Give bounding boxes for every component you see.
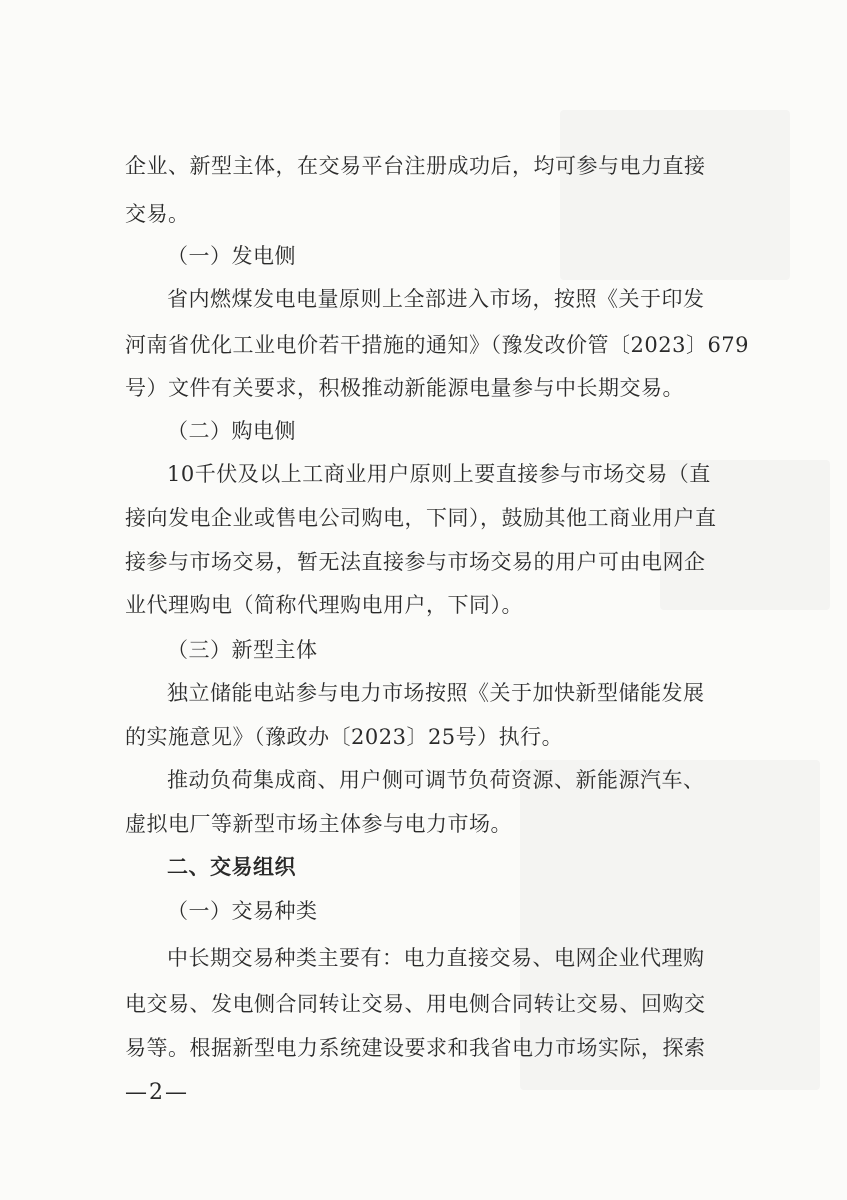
paragraph-line: 易等。根据新型电力系统建设要求和我省电力市场实际，探索	[125, 1036, 706, 1060]
paragraph-line: 交易。	[125, 202, 190, 226]
section-heading: （一）交易种类	[167, 899, 318, 923]
paragraph-line: 接参与市场交易，暂无法直接参与市场交易的用户可由电网企	[125, 550, 706, 574]
paragraph-line: 号）文件有关要求，积极推动新能源电量参与中长期交易。	[125, 376, 684, 400]
paragraph-line: 10千伏及以上工商业用户原则上要直接参与市场交易（直	[167, 462, 711, 486]
paragraph-line: 虚拟电厂等新型市场主体参与电力市场。	[125, 812, 512, 836]
paragraph-line: 企业、新型主体，在交易平台注册成功后，均可参与电力直接	[125, 154, 706, 178]
section-heading: （三）新型主体	[167, 638, 318, 662]
page-number: —2—	[125, 1080, 189, 1105]
paragraph-line: 河南省优化工业电价若干措施的通知》（豫发改价管〔2023〕679	[125, 333, 750, 357]
paragraph-line: 电交易、发电侧合同转让交易、用电侧合同转让交易、回购交	[125, 992, 706, 1016]
paragraph-line: 省内燃煤发电电量原则上全部进入市场，按照《关于印发	[167, 287, 705, 311]
section-heading: （二）购电侧	[167, 419, 296, 443]
paragraph-line: 业代理购电（简称代理购电用户，下同）。	[125, 593, 523, 617]
paragraph-line: 接向发电企业或售电公司购电，下同），鼓励其他工商业用户直	[125, 506, 717, 530]
paragraph-line: 独立储能电站参与电力市场按照《关于加快新型储能发展	[167, 681, 705, 705]
paragraph-line: 的实施意见》（豫政办〔2023〕25号）执行。	[125, 725, 564, 749]
paragraph-line: 中长期交易种类主要有：电力直接交易、电网企业代理购	[167, 946, 705, 970]
paragraph-line: 推动负荷集成商、用户侧可调节负荷资源、新能源汽车、	[167, 768, 705, 792]
section-heading: （一）发电侧	[167, 244, 296, 268]
chapter-heading: 二、交易组织	[167, 855, 296, 879]
